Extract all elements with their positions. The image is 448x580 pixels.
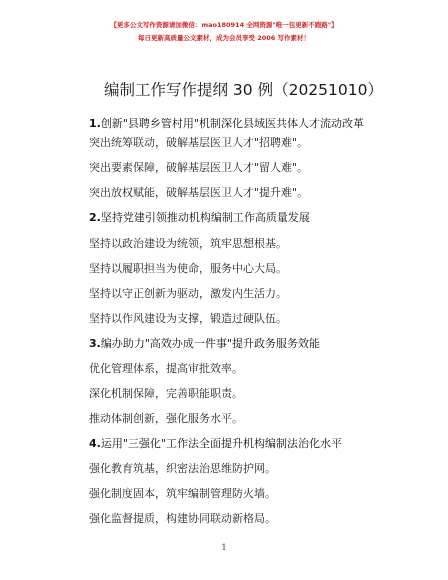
outline-point: 推动体制创新，强化服务水平。: [89, 412, 243, 425]
section-heading-text: 坚持党建引领推动机构编制工作高质量发展: [100, 211, 310, 224]
section-heading-2: [89, 210, 310, 226]
outline-point: 强化监督提质，构建协同联动新格局。: [89, 512, 276, 525]
section-heading-3: [89, 336, 320, 352]
promo-banner-line-1: 【更多公文写作资源请加微信：mao180914 全网资源"唯一包更新不跑路"】: [110, 21, 338, 29]
outline-point: 突出放权赋能，破解基层医卫人才"提升难"。: [89, 186, 309, 199]
outline-point: 深化机制保障，完善职能职责。: [89, 387, 243, 400]
outline-point: 坚持以政治建设为统领，筑牢思想根基。: [89, 237, 287, 250]
section-number: 2.: [89, 211, 101, 224]
outline-point: 突出统筹联动，破解基层医卫人才"招聘难"。: [89, 136, 309, 149]
outline-point: 突出要素保障，破解基层医卫人才"留人难"。: [89, 161, 309, 174]
outline-point: 强化制度固本，筑牢编制管理防火墙。: [89, 487, 276, 500]
section-heading-text: 编办助力"高效办成一件事"提升政务服务效能: [100, 337, 320, 350]
section-heading-text: 运用"三强化"工作法全面提升机构编制法治化水平: [100, 437, 342, 450]
section-heading-1: [89, 116, 364, 132]
outline-point: 坚持以履职担当为使命，服务中心大局。: [89, 262, 287, 275]
section-number: 4.: [89, 437, 101, 450]
section-heading-text: 创新"县聘乡管村用"机制深化县域医共体人才流动改革: [100, 117, 364, 130]
outline-point: 坚持以守正创新为驱动，激发内生活力。: [89, 287, 287, 300]
outline-point: 强化教育筑基，织密法治思维防护网。: [89, 462, 276, 475]
document-title: 编制工作写作提纲 30 例（20251010）: [104, 81, 383, 99]
section-number: 1.: [89, 117, 101, 130]
page-number: 1: [221, 543, 227, 552]
section-heading-4: [89, 436, 342, 452]
section-number: 3.: [89, 337, 101, 350]
outline-point: 坚持以作风建设为支撑，锻造过硬队伍。: [89, 312, 287, 325]
outline-point: 优化管理体系，提高审批效率。: [89, 362, 243, 375]
promo-banner-line-2: 每日更新高质量公文素材，成为会员享受 2006 写作素材！: [137, 34, 311, 42]
